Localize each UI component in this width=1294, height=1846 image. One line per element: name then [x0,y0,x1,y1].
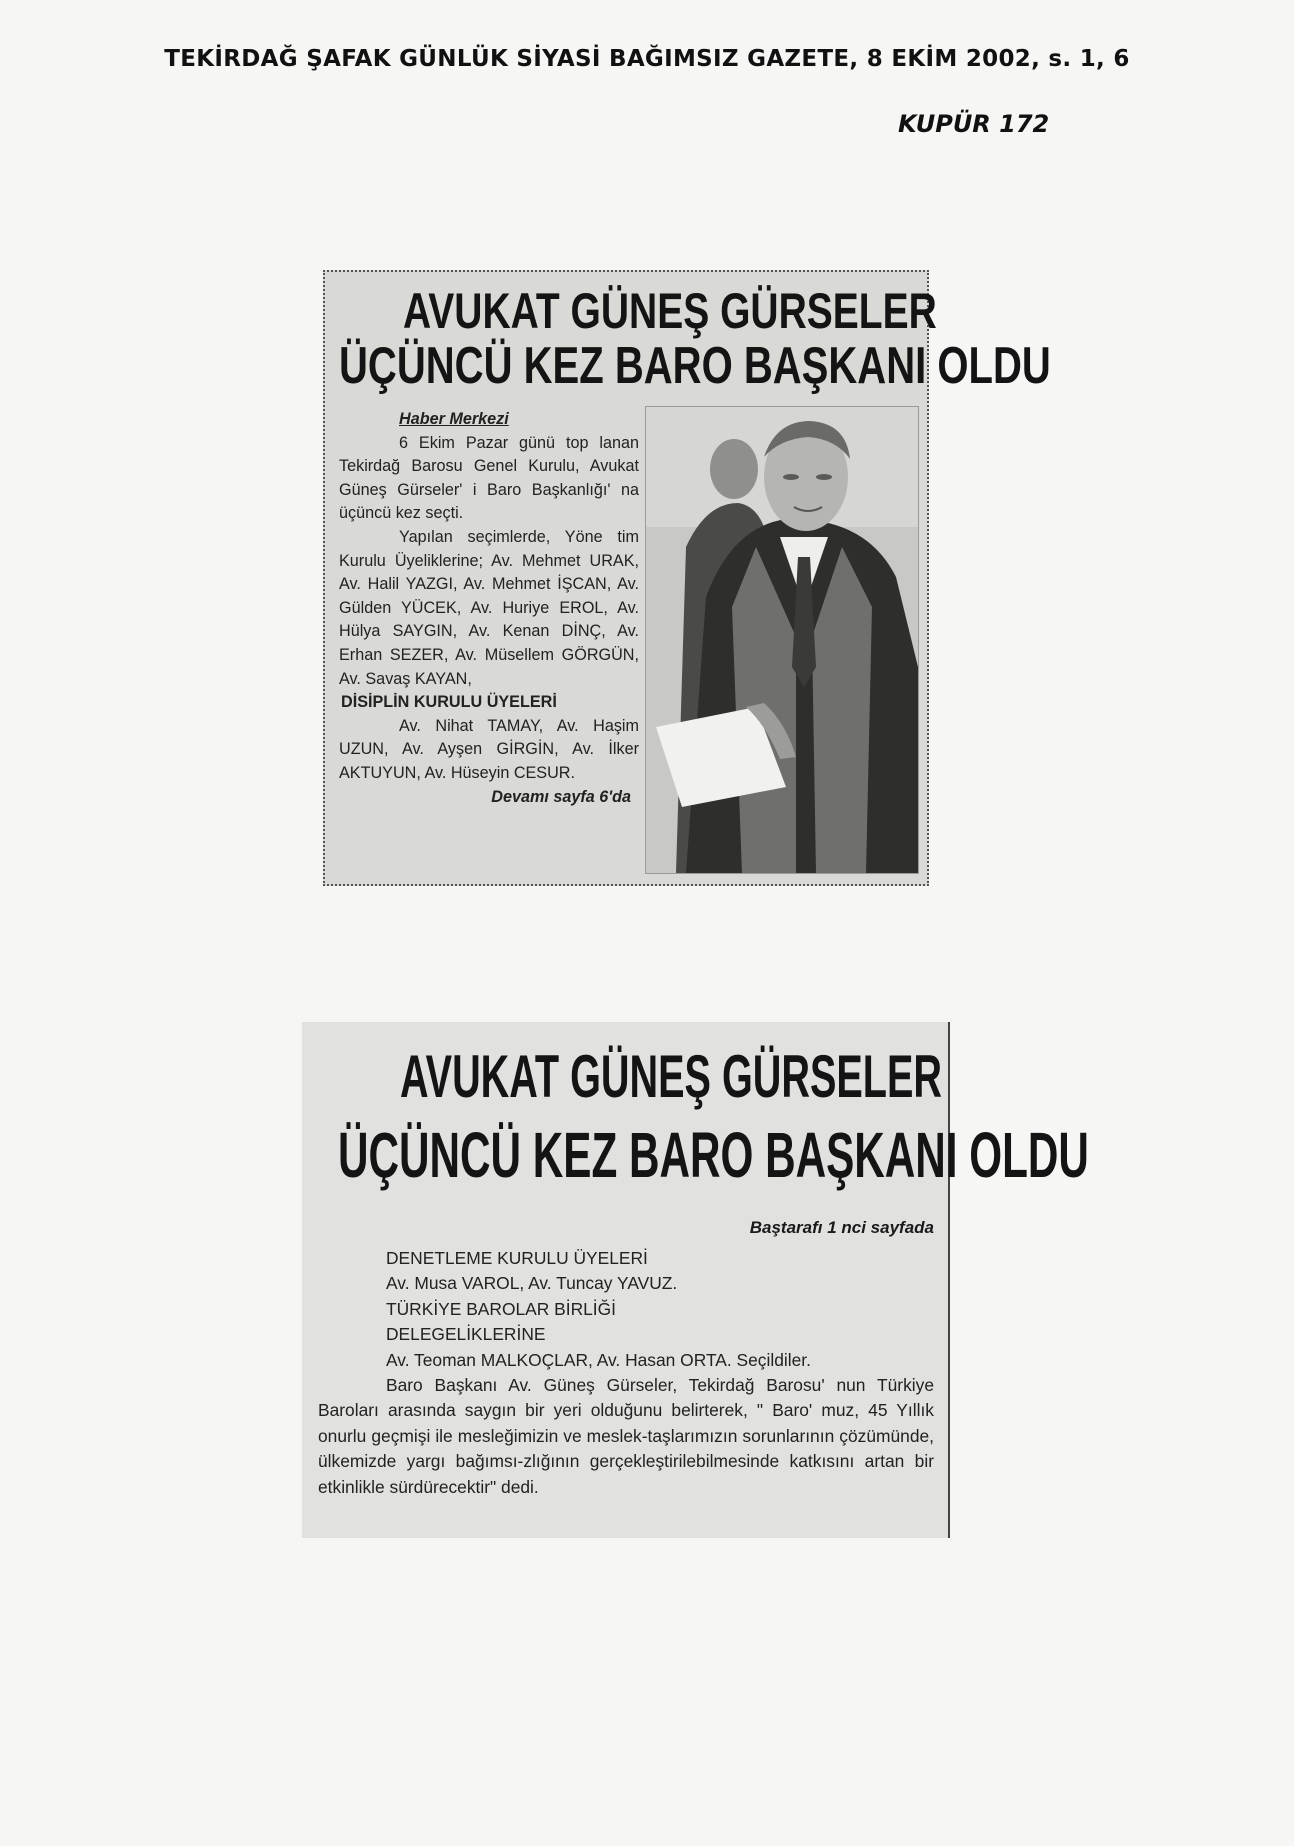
article-body [339,408,639,809]
article-paragraph: Baro Başkanı Av. Güneş Gürseler, Tekirdağ Barosu' nun Türkiye Baroları arasında saygın bir yeri olduğunu belirterek, " Baro' muz, 45 Yıllık onurlu geçmişi ile mesleğimizin ve meslek-taşlarımızın sorunlarının çözümünde, ülkemizde yargı bağımsı-zlığının gerçekleştirilebilmesinde katkısını artan bir etkinlikle sürdürecektir" dedi. [318,1375,934,1497]
headline-line-1: AVUKAT GÜNEŞ GÜRSELER [403,283,937,339]
article-line-3: TÜRKİYE BAROLAR BİRLİĞİ [386,1298,617,1319]
article-line-1: DENETLEME KURULU ÜYELERİ [386,1248,648,1268]
page-header: TEKİRDAĞ ŞAFAK GÜNLÜK SİYASİ BAĞIMSIZ GAZETE, 8 EKİM 2002, s. 1, 6 [164,46,1130,72]
clipping-continuation [302,1022,1089,1538]
clip-number: KUPÜR 172 [898,110,1050,138]
article-line-4: DELEGELİKLERİNE [386,1324,546,1345]
clipping-front-page [323,270,1051,886]
portrait-photo [645,406,919,874]
article-line-5: Av. Teoman MALKOÇLAR, Av. Hasan ORTA. Seçildiler. [386,1349,811,1370]
article-paragraph-1: 6 Ekim Pazar günü top lanan Tekirdağ Barosu Genel Kurulu, Avukat Güneş Gürseler' i Baro Başkanlığı' na üçüncü kez seçti. [339,433,639,523]
headline-line-2: ÜÇÜNCÜ KEZ BARO BAŞKANI OLDU [338,1119,1089,1191]
article-paragraph-3: Av. Nihat TAMAY, Av. Haşim UZUN, Av. Ayşen GİRGİN, Av. İlker AKTUYUN, Av. Hüseyin CESUR. [339,716,639,782]
byline: Haber Merkezi [399,410,509,428]
article-line-2: Av. Musa VAROL, Av. Tuncay YAVUZ. [386,1273,678,1294]
continued-from-note: Baştarafı 1 nci sayfada [749,1218,934,1237]
article-paragraph-2: Yapılan seçimlerde, Yöne tim Kurulu Üyeliklerine; Av. Mehmet URAK, Av. Halil YAZGI, Av. Mehmet İŞCAN, Av. Gülden YÜCEK, Av. Huriye EROL, Av. Hülya SAYGIN, Av. Kenan DİNÇ, Av. Erhan SEZER, Av. Müsellem GÖRGÜN, Av. Savaş KAYAN, [339,527,639,688]
continued-note: Devamı sayfa 6'da [491,787,631,806]
article-body [318,1246,934,1500]
headline-line-2: ÜÇÜNCÜ KEZ BARO BAŞKANI OLDU [339,337,1051,395]
headline-line-1: AVUKAT GÜNEŞ GÜRSELER [400,1043,942,1110]
article-subhead: DİSİPLİN KURULU ÜYELERİ [341,693,557,712]
